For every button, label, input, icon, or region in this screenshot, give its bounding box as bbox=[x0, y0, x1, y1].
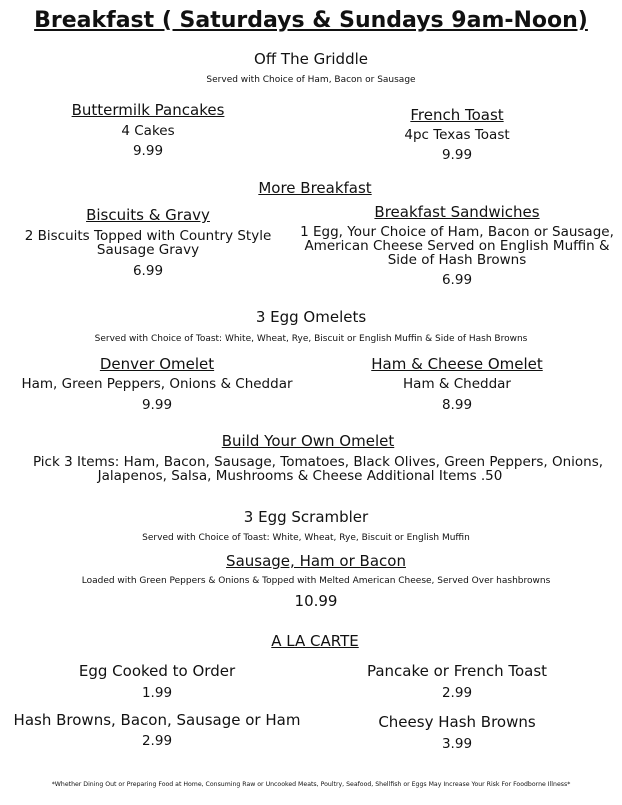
item-name: Breakfast Sandwiches bbox=[374, 203, 540, 221]
alacarte-heading: A LA CARTE bbox=[271, 632, 359, 650]
item-price: 1.99 bbox=[141, 685, 173, 701]
omelets-note: Served with Choice of Toast: White, Wheat, Rye, Biscuit or English Muffin & Side of Hash Browns bbox=[94, 334, 528, 344]
item-desc: 4pc Texas Toast bbox=[404, 127, 510, 143]
disclaimer: *Whether Dining Out or Preparing Food at Home, Consuming Raw or Uncooked Meats, Poultry, Seafood, Shellfish or Eggs May Increase Your Risk For Foodborne Illness* bbox=[51, 781, 571, 788]
item-price: 9.99 bbox=[141, 397, 173, 413]
item-name: Biscuits & Gravy bbox=[86, 206, 210, 224]
menu-title: Breakfast ( Saturdays & Sundays 9am-Noon) bbox=[34, 8, 588, 33]
item-name: Sausage, Ham or Bacon bbox=[226, 552, 406, 570]
item-name: Pancake or French Toast bbox=[366, 662, 548, 680]
item-desc: Ham, Green Peppers, Onions & Cheddar bbox=[21, 376, 293, 392]
item-desc-line: American Cheese Served on English Muffin & bbox=[304, 238, 610, 254]
item-desc-line: Sausage Gravy bbox=[96, 242, 200, 258]
item-price: 6.99 bbox=[441, 272, 473, 288]
item-desc-line: 1 Egg, Your Choice of Ham, Bacon or Sausage, bbox=[300, 224, 614, 240]
scrambler-heading: 3 Egg Scrambler bbox=[243, 508, 369, 526]
item-name: Hash Browns, Bacon, Sausage or Ham bbox=[13, 711, 301, 729]
item-desc-line: 2 Biscuits Topped with Country Style bbox=[24, 228, 272, 244]
item-price: 10.99 bbox=[294, 592, 338, 610]
item-price: 3.99 bbox=[441, 736, 473, 752]
item-desc-line: Side of Hash Browns bbox=[387, 252, 527, 268]
item-name: Egg Cooked to Order bbox=[78, 662, 236, 680]
item-name: Ham & Cheese Omelet bbox=[371, 355, 543, 373]
griddle-heading: Off The Griddle bbox=[254, 50, 368, 68]
item-price: 9.99 bbox=[441, 147, 473, 163]
item-name: Denver Omelet bbox=[99, 355, 215, 373]
item-name: Cheesy Hash Browns bbox=[378, 713, 536, 731]
omelets-heading: 3 Egg Omelets bbox=[255, 308, 367, 326]
build-omelet-desc-line: Jalapenos, Salsa, Mushrooms & Cheese Additional Items .50 bbox=[97, 468, 503, 484]
scrambler-note: Served with Choice of Toast: White, Wheat, Rye, Biscuit or English Muffin bbox=[142, 533, 470, 543]
griddle-note: Served with Choice of Ham, Bacon or Sausage bbox=[206, 75, 416, 85]
item-desc: Ham & Cheddar bbox=[403, 376, 511, 392]
item-price: 8.99 bbox=[441, 397, 473, 413]
item-name: Buttermilk Pancakes bbox=[71, 101, 225, 119]
more-heading: More Breakfast bbox=[258, 179, 372, 197]
item-desc: 4 Cakes bbox=[121, 123, 175, 139]
item-price: 6.99 bbox=[132, 263, 164, 279]
build-omelet-name: Build Your Own Omelet bbox=[221, 432, 395, 450]
item-price: 9.99 bbox=[132, 143, 164, 159]
item-price: 2.99 bbox=[141, 733, 173, 749]
build-omelet-desc-line: Pick 3 Items: Ham, Bacon, Sausage, Tomatoes, Black Olives, Green Peppers, Onions, bbox=[32, 454, 604, 470]
item-price: 2.99 bbox=[441, 685, 473, 701]
item-desc: Loaded with Green Peppers & Onions & Topped with Melted American Cheese, Served Over hashbrowns bbox=[81, 576, 551, 586]
item-name: French Toast bbox=[410, 106, 504, 124]
